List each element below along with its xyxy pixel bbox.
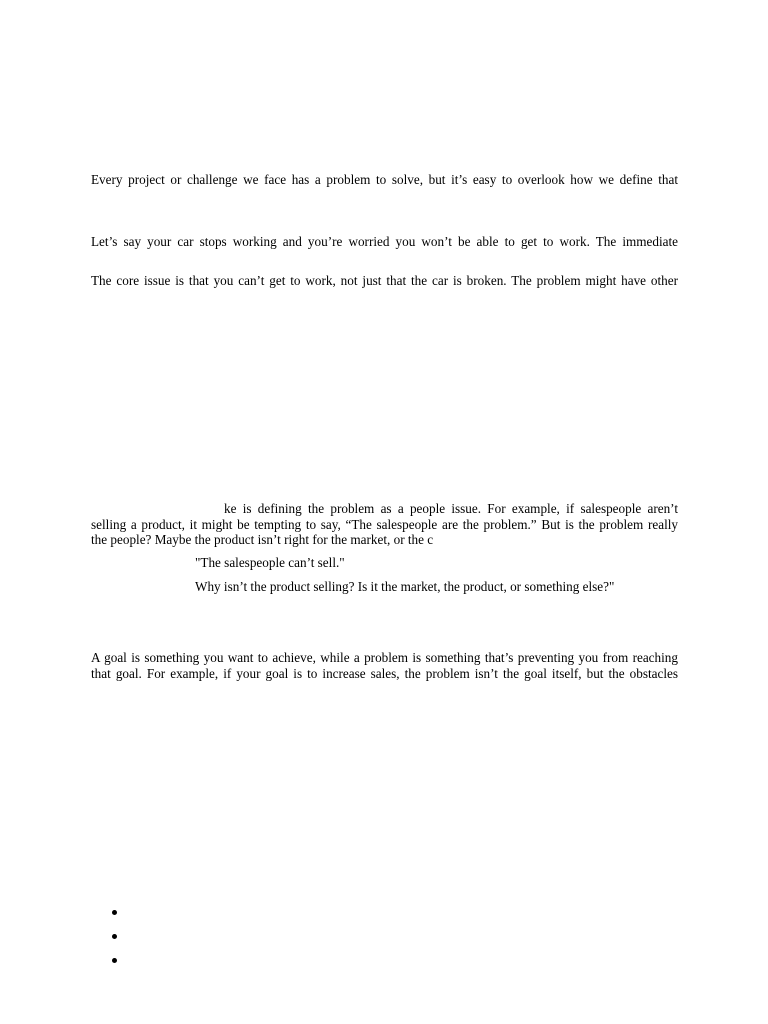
paragraph-people-issue-line-3: the people? Maybe the product isn’t right for the market, or the c — [91, 532, 434, 547]
bullet-icon — [112, 958, 117, 963]
list-item — [112, 928, 132, 946]
quote-problem-statement: "The salespeople can’t sell." — [195, 555, 345, 570]
paragraph-intro-line: Every project or challenge we face has a problem to solve, but it’s easy to overlook how we define that — [91, 172, 678, 187]
list-item — [112, 904, 132, 922]
paragraph-goal-vs-problem-line-1: A goal is something you want to achieve, while a problem is something that’s preventing you from reaching — [91, 650, 678, 665]
list-item — [112, 952, 132, 970]
paragraph-goal-vs-problem-line-2: that goal. For example, if your goal is to increase sales, the problem isn’t the goal itself, but the obstacles — [91, 666, 678, 681]
quote-reframed-question: Why isn’t the product selling? Is it the market, the product, or something else?" — [195, 579, 615, 594]
paragraph-core-issue-line: The core issue is that you can’t get to work, not just that the car is broken. The problem might have other — [91, 273, 678, 288]
paragraph-people-issue-line-2: selling a product, it might be tempting to say, “The salespeople are the problem.” But is the problem really — [91, 517, 678, 532]
bullet-icon — [112, 910, 117, 915]
paragraph-people-issue-line-1: ke is defining the problem as a people issue. For example, if salespeople aren’t — [224, 501, 678, 516]
bullet-icon — [112, 934, 117, 939]
paragraph-car-example-line: Let’s say your car stops working and you’re worried you won’t be able to get to work. The immediate — [91, 234, 678, 249]
